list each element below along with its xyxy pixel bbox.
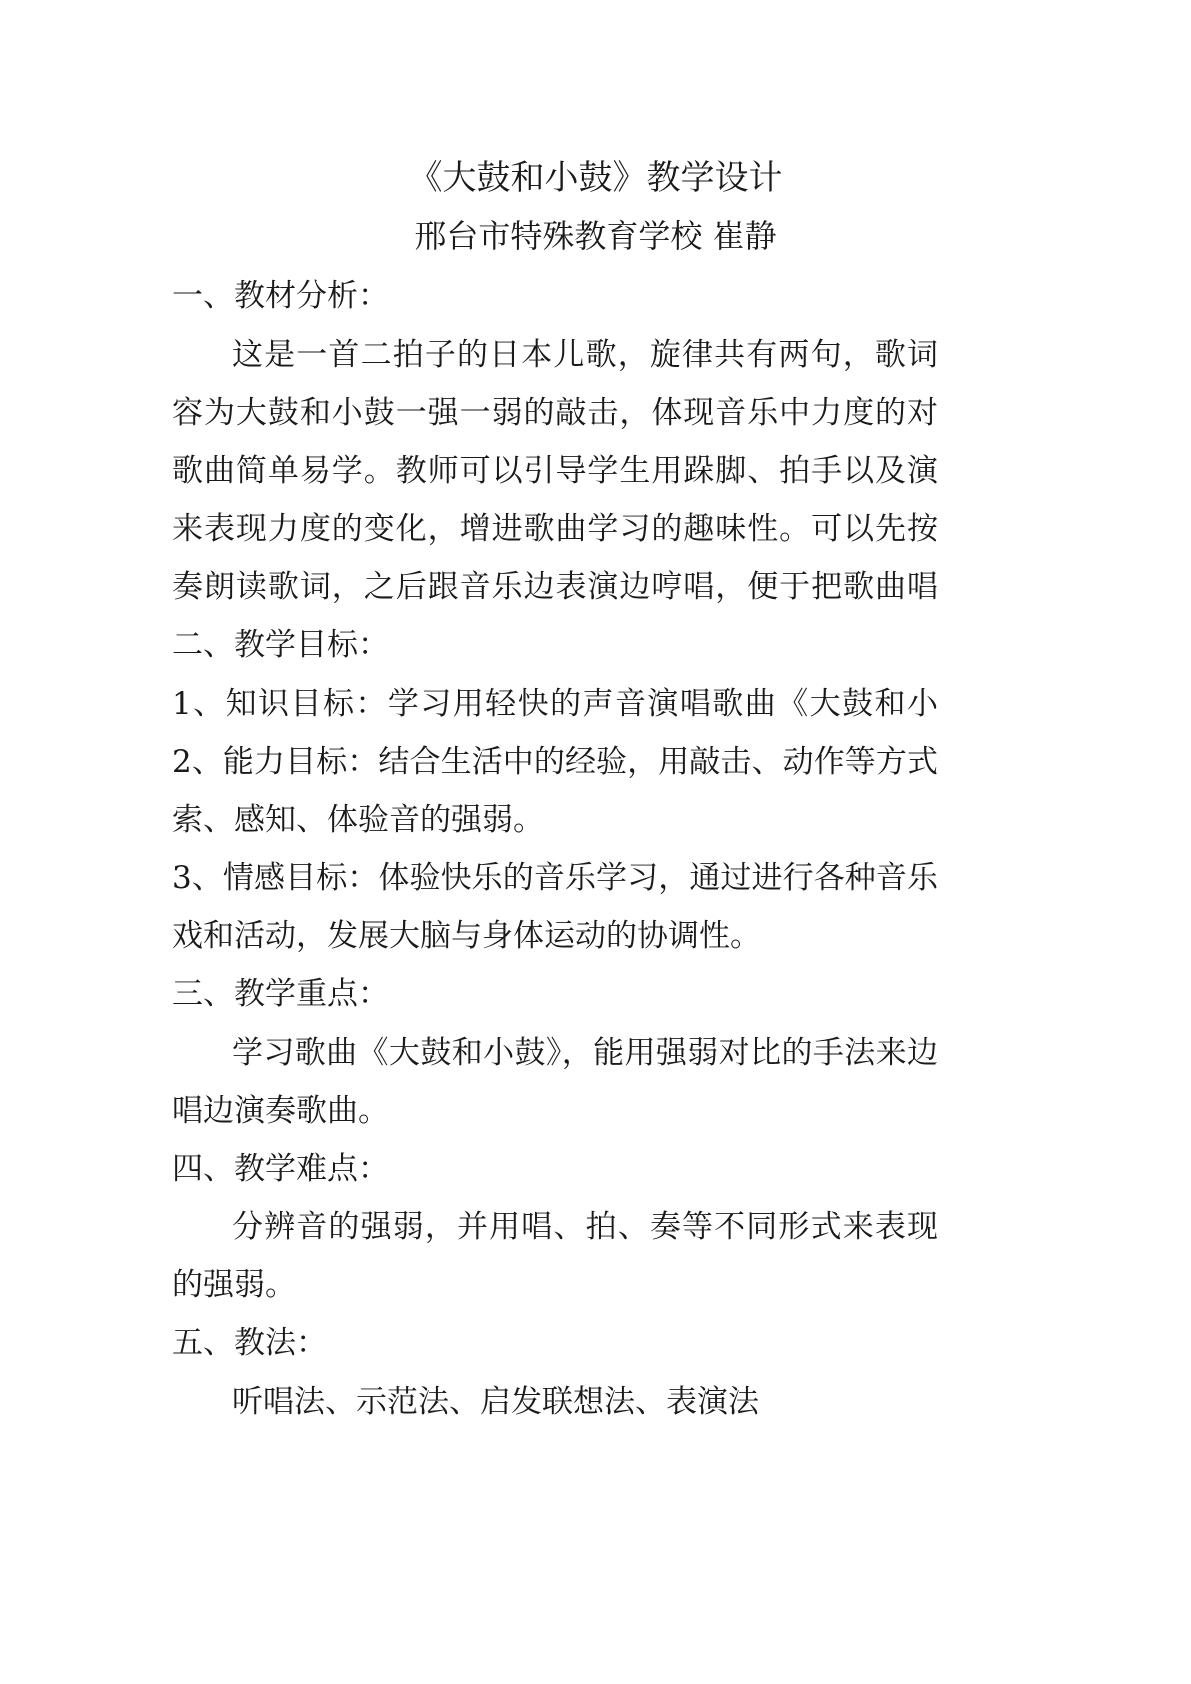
objective-line: 戏和活动，发展大脑与身体运动的协调性。 (172, 918, 761, 954)
section-heading-4: 四、教学难点： (172, 1151, 389, 1187)
section-heading-3: 三、教学重点： (172, 976, 389, 1012)
paragraph-line: 的强弱。 (172, 1267, 296, 1303)
objective-line: 索、感知、体验音的强弱。 (172, 802, 544, 838)
document-title: 《大鼓和小鼓》教学设计 (408, 158, 783, 198)
section-heading-5: 五、教法： (172, 1325, 327, 1361)
paragraph-line: 学习歌曲《大鼓和小鼓》，能用强弱对比的手法来边 (232, 1035, 938, 1071)
section-heading-1: 一、教材分析： (172, 278, 389, 314)
paragraph-line: 来表现力度的变化，增进歌曲学习的趣味性。可以先按 (172, 511, 938, 547)
paragraph-line: 奏朗读歌词，之后跟音乐边表演边哼唱，便于把歌曲唱 (172, 569, 938, 605)
section-heading-2: 二、教学目标： (172, 627, 389, 663)
objective-line: 1、知识目标：学习用轻快的声音演唱歌曲《大鼓和小 (172, 686, 938, 722)
paragraph-line: 听唱法、示范法、启发联想法、表演法 (232, 1384, 759, 1420)
paragraph-line: 歌曲简单易学。教师可以引导学生用跺脚、拍手以及演 (172, 453, 938, 489)
objective-line: 2、能力目标：结合生活中的经验，用敲击、动作等方式 (172, 744, 938, 780)
objective-line: 3、情感目标：体验快乐的音乐学习，通过进行各种音乐 (172, 860, 938, 896)
document-author: 邢台市特殊教育学校 崔静 (414, 217, 777, 255)
paragraph-line: 分辨音的强弱，并用唱、拍、奏等不同形式来表现 (232, 1209, 938, 1245)
paragraph-line: 这是一首二拍子的日本儿歌，旋律共有两句，歌词 (232, 337, 938, 373)
paragraph-line: 唱边演奏歌曲。 (172, 1093, 389, 1129)
paragraph-line: 容为大鼓和小鼓一强一弱的敲击，体现音乐中力度的对 (172, 395, 938, 431)
